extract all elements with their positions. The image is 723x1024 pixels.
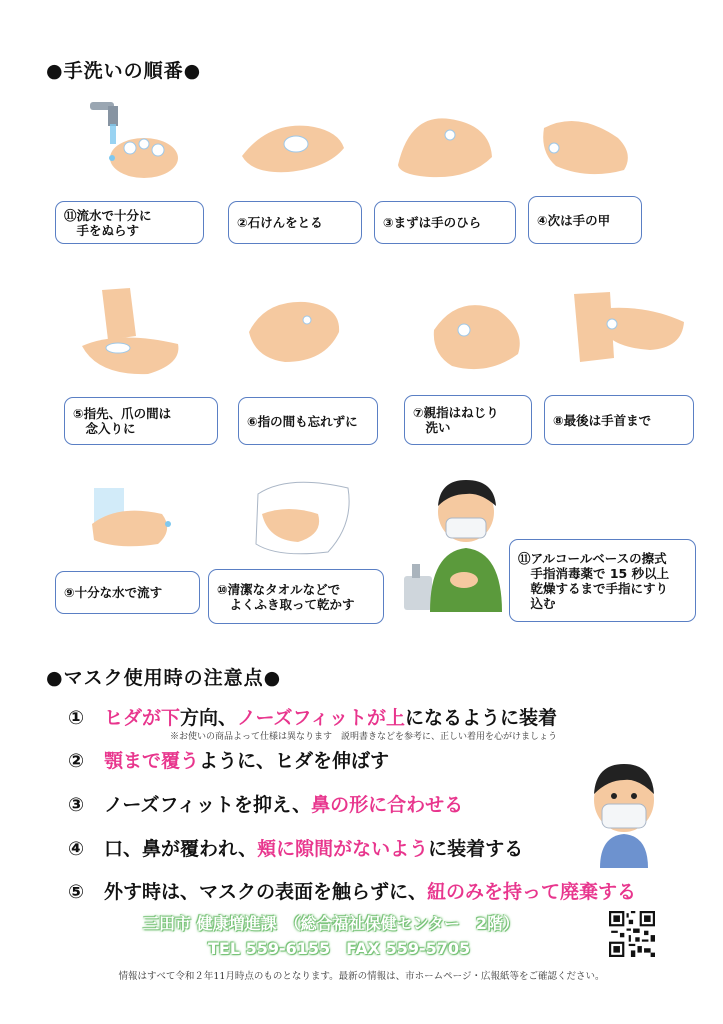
rule-text: ノーズフィットを抑え、	[104, 794, 312, 816]
mask-note: ※お使いの商品よって仕様は異なります 説明書きなどを参考に、正しい着用を心がけましょう	[170, 732, 558, 742]
step-3-label: ③まずは手のひら	[374, 201, 516, 244]
thumb-twist-illustration	[428, 290, 528, 380]
handwash-title: ●手洗いの順番●	[46, 60, 202, 82]
step-6-label: ⑥指の間も忘れずに	[238, 397, 378, 445]
rule-number: ⑤	[68, 881, 85, 903]
rule-emphasis: 鼻の形に合わせる	[311, 794, 464, 816]
rule-emphasis: 顎まで覆う	[104, 750, 200, 772]
rule-number: ②	[68, 750, 85, 772]
rule-emphasis: ヒダが下	[104, 707, 181, 729]
soap-hands-illustration	[238, 112, 348, 182]
step-11-label: ⑪アルコールベースの擦式 手指消毒薬で 15 秒以上 乾燥するまで手指にすり 込む	[509, 539, 696, 622]
step-5-label: ⑤指先、爪の間は 念入りに	[64, 397, 218, 445]
step-9-label: ⑨十分な水で流す	[55, 571, 200, 614]
step-7-label: ⑦親指はねじり 洗い	[404, 395, 532, 445]
palms-rub-illustration	[390, 105, 500, 185]
between-fingers-illustration	[245, 292, 345, 372]
rule-emphasis: ノーズフィットが上	[237, 707, 405, 729]
rule-emphasis: 頬に隙間がないよう	[257, 838, 429, 860]
sanitizer-boy-illustration	[400, 476, 504, 616]
fingertips-illustration	[78, 284, 188, 384]
mask-rule-4	[68, 834, 523, 861]
towel-illustration	[248, 474, 358, 560]
masked-boy-illustration	[586, 756, 662, 868]
mask-rule-2	[68, 746, 389, 773]
rule-number: ④	[68, 838, 85, 860]
rule-text: に装着する	[428, 838, 524, 860]
wrist-illustration	[570, 288, 690, 368]
contact-phone-fax: TEL 559-6155 FAX 559-5705	[208, 939, 471, 958]
rule-text: になるように装着	[405, 707, 558, 729]
rule-number: ①	[68, 707, 85, 729]
back-of-hand-illustration	[538, 108, 638, 188]
footer-disclaimer: 情報はすべて令和２年11月時点のものとなります。最新の情報は、市ホームページ・広報紙等をご確認ください。	[118, 971, 605, 982]
rule-number: ③	[68, 794, 85, 816]
rule-text: 外す時は、マスクの表面を触らずに、	[104, 881, 428, 903]
faucet-hands-illustration	[82, 96, 182, 188]
step-8-label: ⑧最後は手首まで	[544, 395, 694, 445]
rule-text: 口、鼻が覆われ、	[104, 838, 258, 860]
step-4-label: ④次は手の甲	[528, 196, 642, 244]
step-10-label: ⑩清潔なタオルなどで よくふき取って乾かす	[208, 569, 384, 624]
contact-department: 三田市 健康増進課 （総合福祉保健センター 2階）	[143, 914, 520, 933]
rule-text: ように、ヒダを伸ばす	[199, 750, 390, 772]
mask-title: ●マスク使用時の注意点●	[46, 667, 282, 689]
rule-emphasis: 紐のみを持って廃棄する	[427, 881, 637, 903]
mask-rule-1	[68, 703, 557, 730]
mask-rule-5	[68, 877, 636, 904]
mask-rule-3	[68, 790, 463, 817]
rule-text: 方向、	[180, 707, 238, 729]
step-2-label: ②石けんをとる	[228, 201, 362, 244]
step-1-label: ⑪流水で十分に 手をぬらす	[55, 201, 204, 244]
qr-code[interactable]	[609, 911, 655, 957]
rinse-illustration	[88, 484, 178, 554]
